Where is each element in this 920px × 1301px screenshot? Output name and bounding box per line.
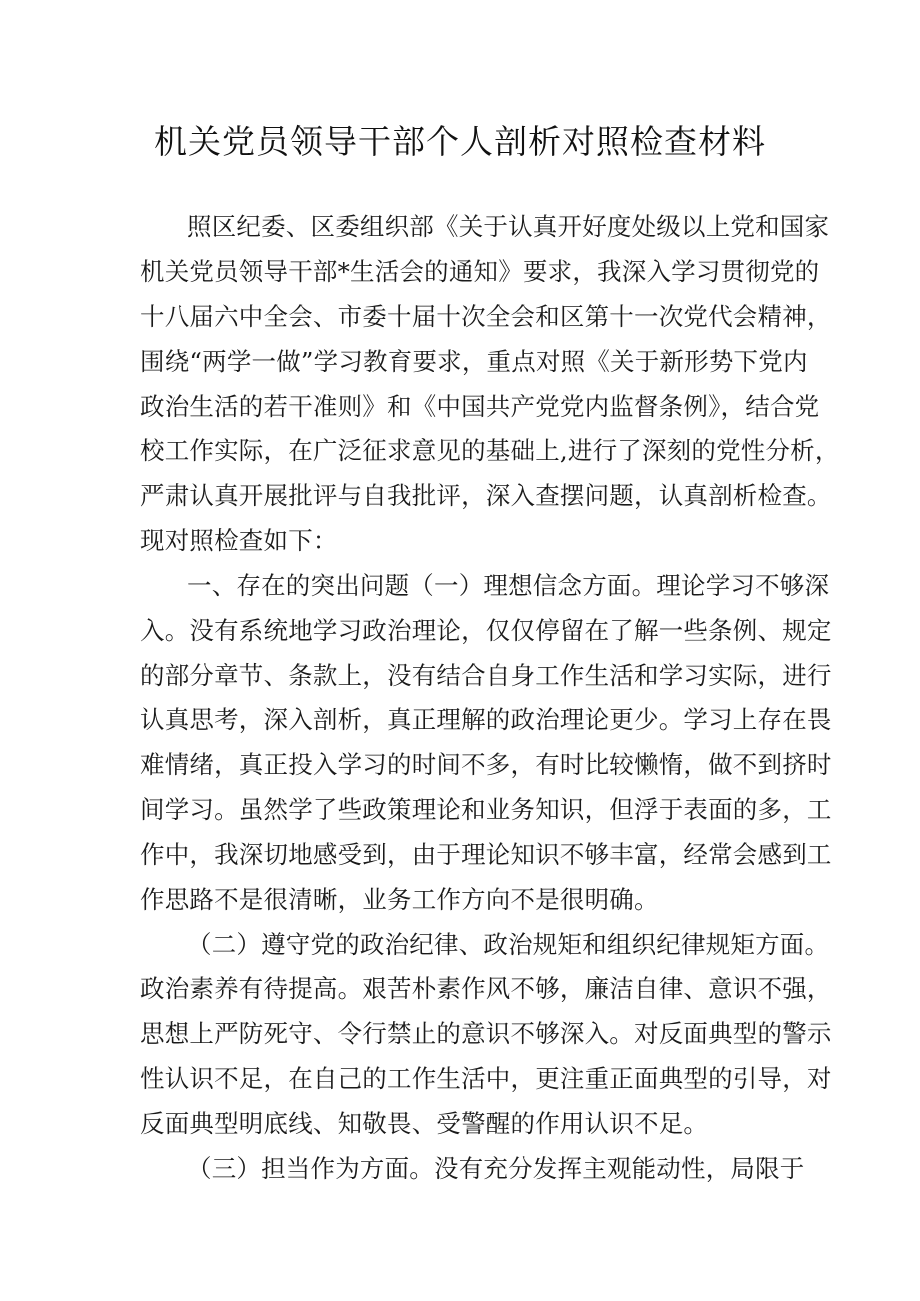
body-line: 现对照检查如下： [140, 526, 338, 555]
document-title: 机关党员领导干部个人剖析对照检查材料 [154, 122, 766, 161]
body-line: （二）遵守党的政治纪律、政治规矩和组织纪律规矩方面。 [187, 930, 830, 959]
body-line: （三）担当作为方面。没有充分发挥主观能动性，局限于 [187, 1154, 805, 1183]
body-line: 作思路不是很清晰，业务工作方向不是很明确。 [140, 885, 659, 914]
body-line: 政治生活的若干准则》和《中国共产党党内监督条例》，结合党 [140, 392, 820, 421]
body-line: 作中，我深切地感受到，由于理论知识不够丰富，经常会感到工 [140, 840, 832, 869]
body-line: 间学习。虽然学了些政策理论和业务知识，但浮于表面的多，工 [140, 795, 832, 824]
body-line: 围绕“两学一做”学习教育要求，重点对照《关于新形势下党内 [140, 347, 808, 376]
body-line: 机关党员领导干部*生活会的通知》要求，我深入学习贯彻党的 [140, 257, 820, 286]
body-line: 严肃认真开展批评与自我批评，深入查摆问题，认真剖析检查。 [140, 481, 832, 510]
body-line: 照区纪委、区委组织部《关于认真开好度处级以上党和国家 [187, 212, 830, 241]
body-line: 校工作实际，在广泛征求意见的基础上,进行了深刻的党性分析， [140, 436, 840, 465]
body-line: 政治素养有待提高。艰苦朴素作风不够，廉洁自律、意识不强， [140, 974, 832, 1003]
body-line: 难情绪，真正投入学习的时间不多，有时比较懒惰，做不到挤时 [140, 750, 832, 779]
body-line: 性认识不足，在自己的工作生活中，更注重正面典型的引导，对 [140, 1064, 832, 1093]
body-line: 反面典型明底线、知敬畏、受警醒的作用认识不足。 [140, 1109, 709, 1138]
body-line: 十八届六中全会、市委十届十次全会和区第十一次党代会精神， [140, 302, 832, 331]
body-line: 入。没有系统地学习政治理论，仅仅停留在了解一些条例、规定 [140, 616, 832, 645]
body-line: 认真思考，深入剖析，真正理解的政治理论更少。学习上存在畏 [140, 705, 832, 734]
body-line: 思想上严防死守、令行禁止的意识不够深入。对反面典型的警示 [140, 1019, 832, 1048]
body-line: 的部分章节、条款上，没有结合自身工作生活和学习实际，进行 [140, 661, 832, 690]
body-line: 一、存在的突出问题（一）理想信念方面。理论学习不够深 [187, 571, 830, 600]
